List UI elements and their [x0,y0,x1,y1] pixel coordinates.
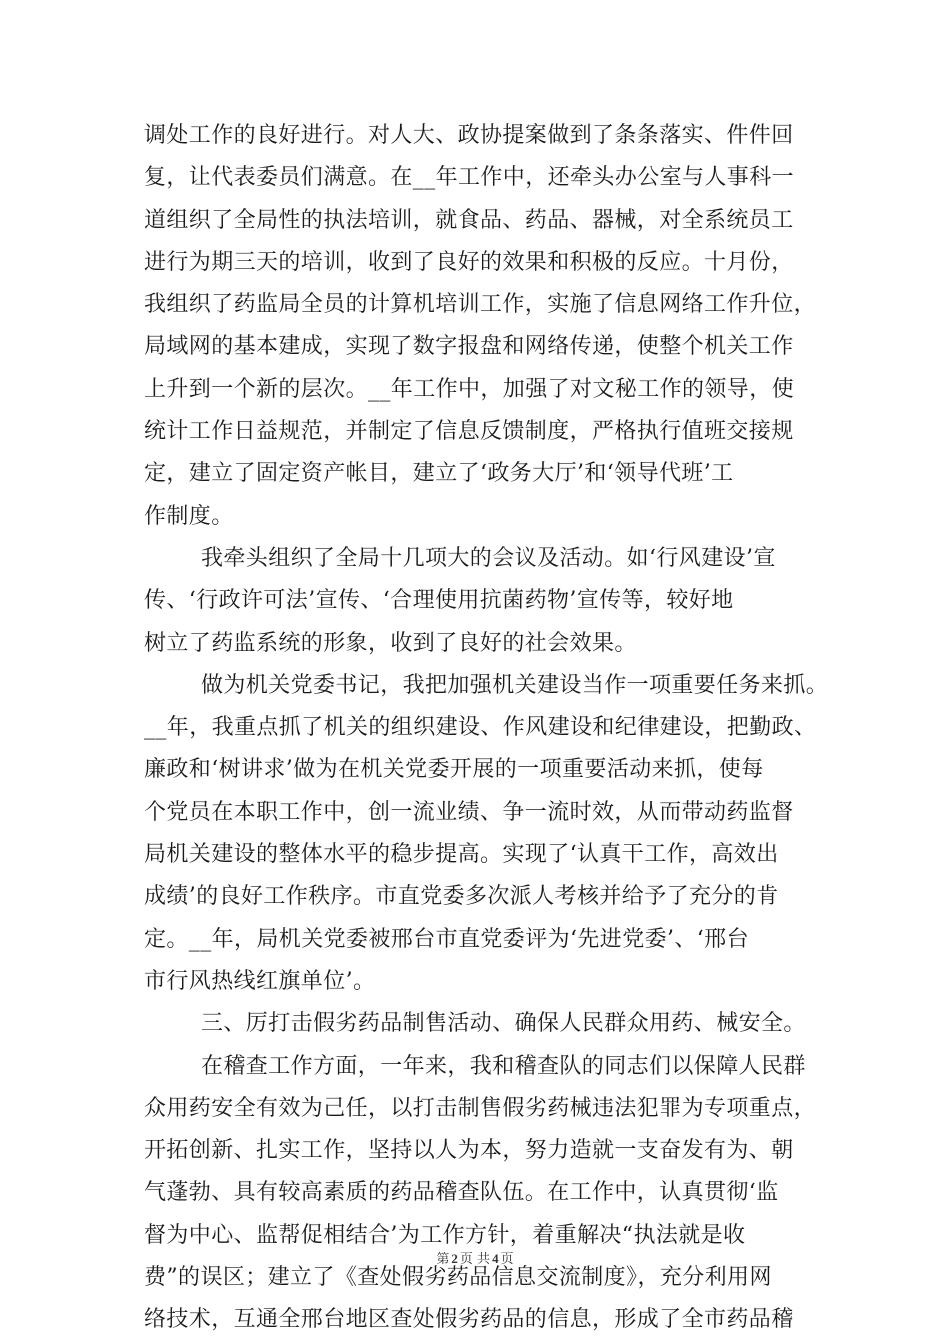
text-line: 气蓬勃、具有较高素质的药品稽查队伍。在工作中，认真贯彻‘监 [144,1180,779,1206]
text-line: 局机关建设的整体水平的稳步提高。实现了‘认真干工作，高效出 [144,842,779,868]
text-line: 树立了药监系统的形象，收到了良好的社会效果。 [144,630,637,656]
footer-middle: 页 共 [459,1252,491,1267]
text-line: 定，建立了固定资产帐目，建立了‘政务大厅’和‘领导代班’工 [144,461,734,487]
text-line: 作制度。 [144,503,234,529]
text-line: 络技术，互通全邢台地区查处假劣药品的信息，形成了全市药品稽 [144,1307,794,1333]
footer-prefix: 第 [436,1252,450,1267]
text-line: 廉政和‘树讲求’做为在机关党委开展的一项重要活动来抓，使每 [144,757,764,783]
text-line: 我组织了药监局全员的计算机培训工作，实施了信息网络工作升位， [144,292,817,318]
text-line: 上升到一个新的层次。__年工作中，加强了对文秘工作的领导，使 [144,376,795,402]
current-page-number: 2 [451,1251,458,1266]
text-line: 进行为期三天的培训，收到了良好的效果和积极的反应。十月份， [144,249,794,275]
text-line: 传、‘行政许可法’宣传、‘合理使用抗菌药物’宣传等，较好地 [144,588,734,614]
text-line: 道组织了全局性的执法培训，就食品、药品、器械，对全系统员工 [144,207,794,233]
text-line: 督为中心、监帮促相结合’为工作方针，着重解决“执法就是收 [144,1222,746,1248]
text-line: __年，我重点抓了机关的组织建设、作风建设和纪律建设，把勤政、 [144,715,817,741]
text-line: 做为机关党委书记，我把加强机关建设当作一项重要任务来抓。 [201,672,829,698]
text-line: 在稽查工作方面，一年来，我和稽查队的同志们以保障人民群 [201,1053,806,1079]
total-pages-number: 4 [492,1251,499,1266]
text-line: 众用药安全有效为己任，以打击制售假劣药械违法犯罪为专项重点， [144,1095,817,1121]
page-footer [0,1248,950,1267]
text-line: 个党员在本职工作中，创一流业绩、争一流时效，从而带动药监督 [144,799,794,825]
text-line: 调处工作的良好进行。对人大、政协提案做到了条条落实、件件回 [144,123,794,148]
text-line: 复，让代表委员们满意。在__年工作中，还牵头办公室与人事科一 [144,165,795,191]
text-line: 成绩’的良好工作秩序。市直党委多次派人考核并给予了充分的肯 [144,884,779,910]
text-line: 局域网的基本建成，实现了数字报盘和网络传递，使整个机关工作 [144,334,794,360]
text-line: 定。__年，局机关党委被邢台市直党委评为‘先进党委’、‘邢台 [144,926,749,952]
text-line: 统计工作日益规范，并制定了信息反馈制度，严格执行值班交接规 [144,419,794,445]
document-body [144,115,829,1342]
text-line: 我牵头组织了全局十几项大的会议及活动。如‘行风建设’宣 [201,545,776,571]
text-line: 市行风热线红旗单位’。 [144,968,376,994]
footer-suffix: 页 [500,1252,514,1267]
text-line: 开拓创新、扎实工作，坚持以人为本，努力造就一支奋发有为、朝 [144,1138,794,1164]
text-line: 三、厉打击假劣药品制售活动、确保人民群众用药、械安全。 [201,1011,806,1037]
text-line: 费”的误区；建立了《查处假劣药品信息交流制度》，充分利用网 [144,1265,772,1291]
